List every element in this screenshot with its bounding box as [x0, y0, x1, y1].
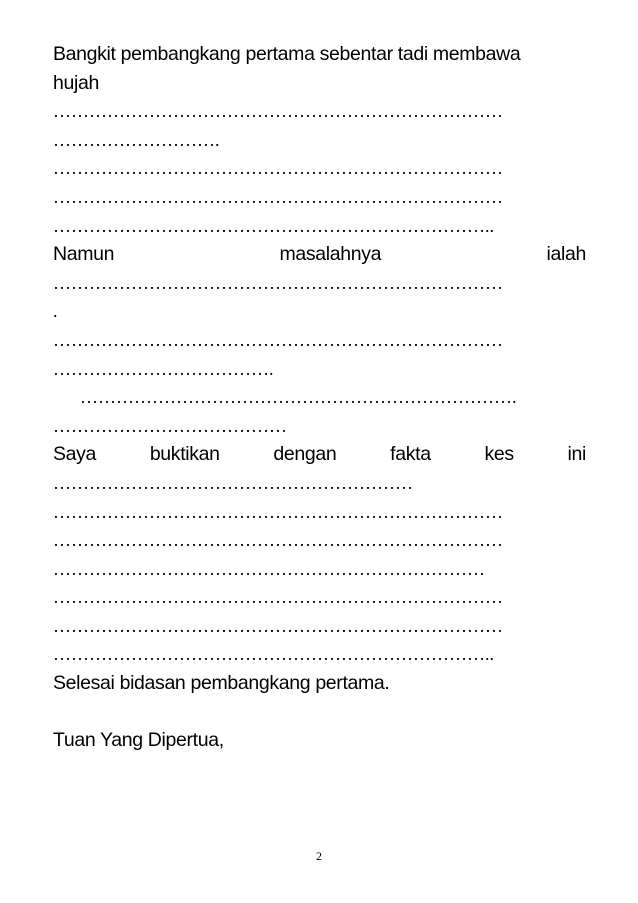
dotted-line: ………………………………………………………………… [53, 501, 503, 522]
dotted-line: ………………………………………………………………… [53, 158, 503, 179]
intro-line-1: Bangkit pembangkang pertama sebentar tadi membawa [53, 43, 521, 65]
proof-word: Saya [53, 443, 97, 466]
dotted-line: ……………………………………………………………….. [53, 644, 494, 665]
dotted-line: …………………………………………………… [53, 472, 413, 493]
proof-word: buktikan [149, 443, 220, 466]
proof-word: dengan [273, 443, 337, 466]
dotted-line: ………………………………………………………………… [53, 272, 503, 293]
dotted-line: . [53, 301, 58, 322]
dotted-line: ………………………………………………………………… [53, 329, 503, 350]
salutation-line: Tuan Yang Dipertua, [53, 729, 224, 752]
blank-line [53, 698, 586, 727]
dotted-line: ………………………………………………………………… [53, 587, 503, 608]
page-number: 2 [316, 849, 322, 863]
dotted-line: ………………………………………………………………. [80, 387, 517, 408]
problem-word: masalahnya [279, 243, 382, 266]
proof-word: kes [484, 443, 514, 466]
dotted-line: ……………………………………………………………… [53, 558, 485, 579]
proof-word: fakta [390, 443, 431, 466]
proof-word: ini [567, 443, 586, 466]
speech-text [53, 40, 586, 755]
closing-line: Selesai bidasan pembangkang pertama. [53, 672, 390, 695]
proof-line [53, 440, 586, 469]
dotted-line: ……………………………………………………………….. [53, 215, 494, 236]
dotted-line: ………………………………………………………………… [53, 615, 503, 636]
problem-line [53, 240, 586, 269]
dotted-line: ………………………. [53, 129, 220, 150]
dotted-line: ………………………………………………………………… [53, 530, 503, 551]
problem-word: Namun [53, 243, 115, 266]
dotted-line: ………………………………………………………………… [53, 186, 503, 207]
dotted-line: ………………………………. [53, 358, 274, 379]
dotted-line: ………………………………… [53, 415, 287, 436]
problem-word: ialah [546, 243, 586, 266]
dotted-line: ………………………………………………………………… [53, 101, 503, 122]
intro-line-2: hujah [53, 71, 99, 94]
